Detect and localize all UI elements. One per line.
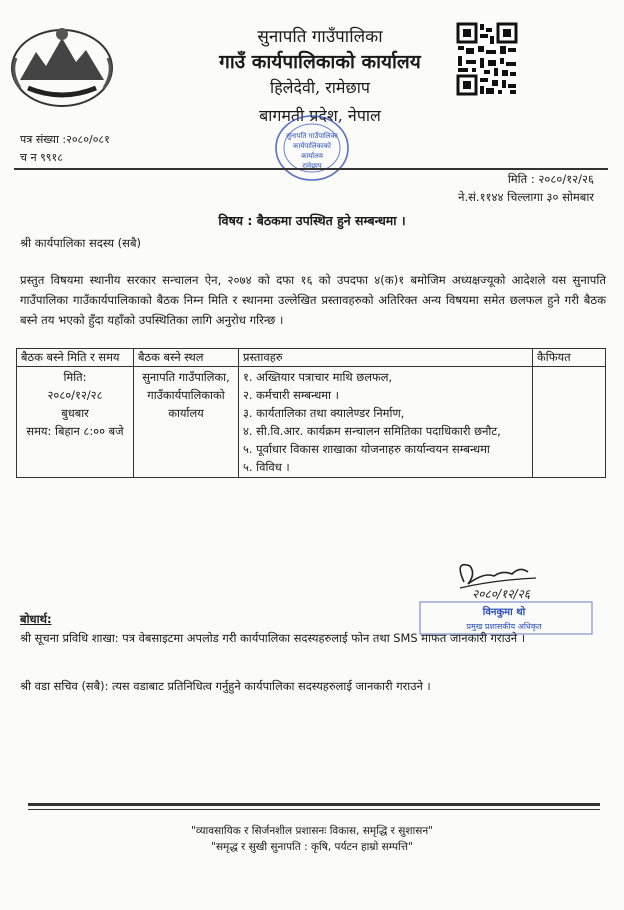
header-venue: बैठक बस्ने स्थल	[134, 349, 239, 367]
municipality-name: सुनापति गाउँपालिका	[257, 27, 383, 47]
signature-date: २०८०/१२/२६	[472, 587, 531, 601]
dispatch-number: च न ९९१८	[20, 151, 63, 164]
meeting-weekday: बुधबार	[61, 406, 89, 420]
agenda-item: १. अख्तियार पत्राचार माथि छलफल,	[243, 370, 393, 384]
meeting-table	[16, 348, 606, 478]
remarks-cell	[533, 367, 606, 478]
meeting-venue: सुनापति गाउँपालिका, गाउँकार्यपालिकाको कार्यालय	[134, 367, 239, 478]
agenda-item: ४. सी.वि.आर. कार्यक्रम सन्चालन समितिका पदाधिकारी छनौट,	[243, 424, 501, 438]
agenda-item: २. कर्मचारी सम्बन्धमा ।	[243, 388, 339, 402]
slogan-1: "व्यावसायिक र सिर्जनशील प्रशासनः विकास, समृद्धि र सुशासन"	[191, 825, 433, 837]
header-proposals: प्रस्तावहरु	[239, 349, 533, 367]
cc-item: श्री वडा सचिव (सबै): त्यस वडाबाट प्रतिनिधित्व गर्नुहुने कार्यपालिका सदस्यहरुलाई जानकारी गराउने ।	[20, 679, 431, 693]
office-address: हिलेदेवी, रामेछाप	[270, 78, 370, 97]
proposals-cell	[239, 367, 533, 478]
agenda-item: ३. कार्यतालिका तथा क्यालेण्डर निर्माण,	[243, 406, 405, 420]
footer-divider-thin	[28, 809, 600, 810]
body-paragraph: प्रस्तुत विषयमा स्थानीय सरकार सन्चालन ऐन, २०७४ को दफा १६ को उपदफा ४(क)१ बमोजिम अध्यक्षज्यूको आदेशले यस सुनापति गाउँपालिका गाउँकार्यपालिकाको बैठक निम्न मिति र स्थानमा उल्लेखित प्रस्तावहरुको अतिरिक्त अन्य विषयमा समेत छलफल हुने गरी बैठक बस्ने तय भएको हुँदा यहाँको उपस्थितिका लागि अनुरोध गरिन्छ ।	[20, 273, 606, 327]
letter-number: पत्र संख्या :२०८०/०८१	[20, 133, 110, 146]
table-row	[17, 367, 606, 478]
stamp-line-2: कार्यपालिकाको	[293, 142, 331, 150]
stamp-line-4: रामेछाप	[302, 162, 322, 170]
header-date-time: बैठक बस्ने मिति र समय	[17, 349, 134, 367]
nepal-sambat-date: ने.सं.११४४ चिल्लागा ३० सोमबार	[458, 190, 594, 204]
stamp-line-1: सुनापति गाउँपालिका	[286, 132, 338, 140]
header-divider	[14, 168, 608, 170]
letter-date: मिति : २०८०/१२/२६	[507, 172, 594, 186]
table-header-row	[17, 349, 606, 367]
letter-subject: विषय : बैठकमा उपस्थित हुने सम्बन्धमा ।	[218, 213, 406, 228]
meeting-date-label: मिति:	[63, 370, 87, 384]
meeting-time: समय: बिहान ८:०० बजे	[26, 424, 124, 438]
qr-code-icon	[456, 22, 518, 96]
cc-title: बोधार्थ:	[20, 612, 52, 626]
letter-addressee: श्री कार्यपालिका सदस्य (सबै)	[20, 236, 142, 250]
header-remarks: कैफियत	[533, 349, 606, 367]
footer-divider-thick	[28, 803, 600, 806]
agenda-item: ५. विविध ।	[243, 460, 290, 474]
office-name: गाउँ कार्यपालिकाको कार्यालय	[219, 51, 421, 73]
office-stamp-icon	[272, 112, 352, 184]
meeting-date-value: २०८०/१२/२८	[47, 388, 103, 402]
stamp-officer-title: प्रमुख प्रशासकीय अधिकृत	[466, 622, 542, 631]
nepal-emblem-icon	[6, 18, 118, 110]
stamp-line-3: कार्यालय	[301, 152, 323, 160]
cc-item: श्री सूचना प्रविधि शाखा: पत्र वेबसाइटमा अपलोड गरी कार्यपालिका सदस्यहरुलाई फोन तथा SMS माफत जानकारी गराउने ।	[20, 631, 526, 645]
agenda-list	[243, 368, 528, 476]
meeting-datetime-cell	[17, 367, 134, 478]
agenda-item: ५. पूर्वाधार विकास शाखाका योजनाहरु कार्यान्वयन सम्बन्धमा	[243, 442, 490, 456]
province-name: बागमती प्रदेश, नेपाल	[259, 106, 381, 125]
slogan-2: "समृद्ध र सुखी सुनापति : कृषि, पर्यटन हाम्रो सम्पत्ति"	[211, 841, 413, 853]
stamp-officer-name: विनकुमा थो	[482, 607, 526, 618]
